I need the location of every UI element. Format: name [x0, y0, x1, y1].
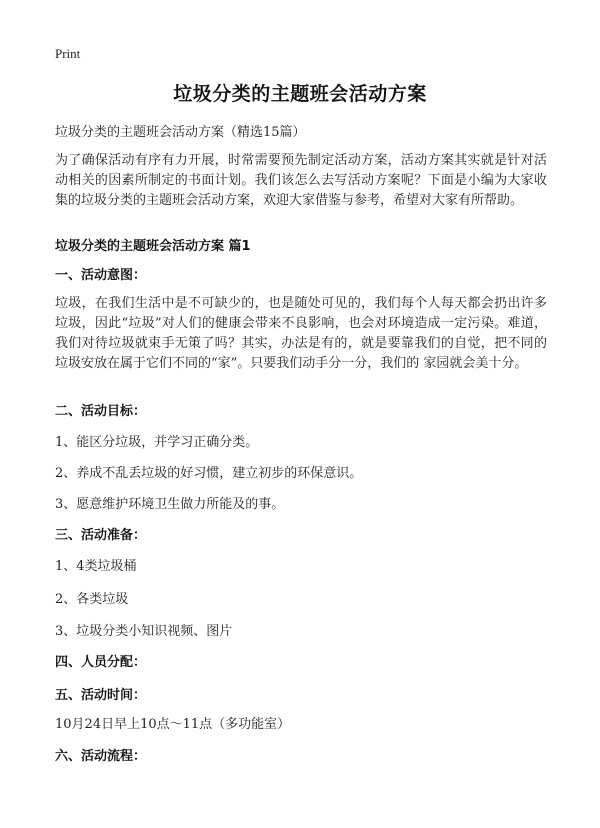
- goal-item: 1、能区分垃圾，并学习正确分类。: [55, 435, 259, 450]
- section-heading-time: 五、活动时间：: [55, 688, 147, 703]
- section-heading-prep: 三、活动准备：: [55, 528, 147, 543]
- prep-item: 1、4类垃圾桶: [55, 559, 137, 574]
- section-heading-staff: 四、人员分配：: [55, 655, 147, 670]
- section-heading-intent: 一、活动意图：: [55, 268, 147, 283]
- goal-item: 2、养成不乱丢垃圾的好习惯，建立初步的环保意识。: [55, 466, 363, 481]
- intro-paragraph: 为了确保活动有序有力开展，时常需要预先制定活动方案，活动方案其实就是针对活动相关的因素所制定的书面计划。我们该怎么去写活动方案呢？下面是小编为大家收集的垃圾分类的主题班会活动方案，欢迎大家借鉴与参考，希望对大家有所帮助。: [55, 153, 547, 208]
- print-link[interactable]: Print: [55, 46, 81, 61]
- subtitle: 垃圾分类的主题班会活动方案（精选15篇）: [55, 125, 306, 140]
- article-heading: 垃圾分类的主题班会活动方案 篇1: [55, 239, 251, 254]
- page-title: 垃圾分类的主题班会活动方案: [173, 83, 427, 105]
- prep-item: 3、垃圾分类小知识视频、图片: [55, 624, 233, 639]
- section-heading-goals: 二、活动目标：: [55, 404, 147, 419]
- section-heading-flow: 六、活动流程：: [55, 749, 147, 764]
- goal-item: 3、愿意维护环境卫生做力所能及的事。: [55, 497, 285, 512]
- prep-item: 2、各类垃圾: [55, 592, 129, 607]
- intent-paragraph: 垃圾，在我们生活中是不可缺少的，也是随处可见的，我们每个人每天都会扔出许多垃圾，因此“垃圾”对人们的健康会带来不良影响，也会对环境造成一定污染。难道，我们对待垃圾就束手无策了吗？其实，办法是有的，就是要靠我们的自觉，把不同的垃圾安放在属于它们不同的“家”。只要我们动手分一分，我们的 家园就会美十分。: [55, 296, 547, 371]
- time-text: 10月24日早上10点～11点（多功能室）: [55, 717, 291, 732]
